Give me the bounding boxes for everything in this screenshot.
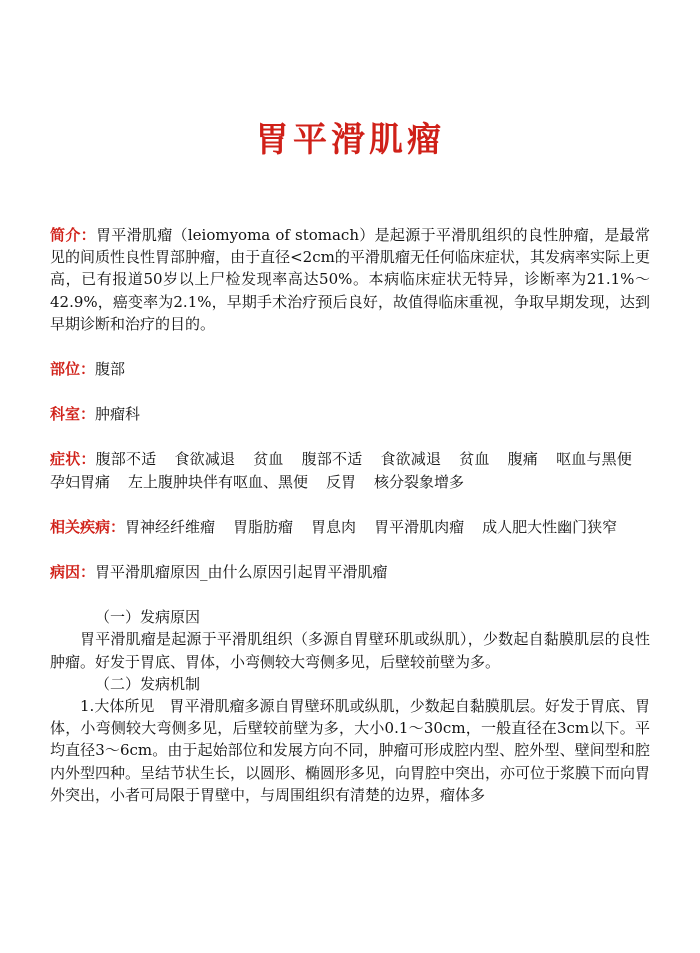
section-heading-cause: （一）发病原因: [95, 608, 201, 627]
location-value: 腹部: [95, 360, 126, 379]
body-paragraph-mechanism: 1.大体所见 胃平滑肌瘤多源自胃壁环肌或纵肌，少数起自黏膜肌层。好发于胃底、胃体，小弯侧较大弯侧多见，后壁较前壁为多，大小0.1～30cm，一般直径在3cm以下。平均直径3～6cm。由于起始部位和发展方向不同，肿瘤可形成腔内型、腔外型、壁间型和腔内外型四种。呈结节状生长，以圆形、椭圆形多见，向胃腔中突出，亦可位于浆膜下而向胃外突出，小者可局限于胃壁中，与周围组织有清楚的边界，瘤体多: [50, 697, 651, 804]
symptom-item[interactable]: 贫血: [253, 450, 284, 469]
location-section: [50, 358, 650, 380]
related-disease-item[interactable]: 成人肥大性幽门狭窄: [482, 517, 618, 536]
symptom-item[interactable]: 腹部不适: [301, 450, 363, 469]
related-disease-item[interactable]: 胃脂肪瘤: [233, 517, 294, 536]
symptom-item[interactable]: 呕血与黑便: [556, 450, 632, 469]
cause-label: 病因：: [50, 563, 96, 582]
related-disease-item[interactable]: 胃神经纤维瘤: [125, 517, 216, 536]
related-disease-item[interactable]: 胃平滑肌肉瘤: [374, 517, 465, 536]
related-disease-item[interactable]: 胃息肉: [311, 517, 357, 536]
location-label: 部位：: [50, 360, 96, 379]
page-title: 胃平滑肌瘤: [255, 120, 445, 160]
document-content: [50, 224, 650, 806]
symptom-item[interactable]: 左上腹肿块伴有呕血、黑便: [128, 472, 309, 491]
cause-body: [50, 606, 650, 806]
symptom-item[interactable]: 食欲减退: [380, 450, 442, 469]
intro-section: [50, 224, 650, 335]
cause-link[interactable]: 胃平滑肌瘤原因_由什么原因引起胃平滑肌瘤: [95, 563, 388, 582]
symptom-item[interactable]: 反胃: [326, 472, 357, 491]
symptom-item[interactable]: 腹部不适: [95, 450, 157, 469]
symptoms-section: [50, 448, 650, 492]
symptom-item[interactable]: 核分裂象增多: [374, 472, 465, 491]
department-label: 科室：: [50, 405, 96, 424]
department-value: 肿瘤科: [95, 405, 141, 424]
intro-label: 简介：: [50, 226, 96, 244]
related-diseases-section: [50, 516, 650, 538]
body-paragraph-cause: 胃平滑肌瘤是起源于平滑肌组织（多源自胃壁环肌或纵肌），少数起自黏膜肌层的良性肿瘤。好发于胃底、胃体，小弯侧较大弯侧多见，后壁较前壁为多。: [50, 630, 650, 671]
department-section: [50, 403, 650, 425]
related-diseases-label: 相关疾病：: [50, 517, 126, 536]
cause-section: [50, 561, 650, 583]
symptom-item[interactable]: 食欲减退: [174, 450, 236, 469]
section-heading-mechanism: （二）发病机制: [95, 674, 201, 693]
symptom-item[interactable]: 孕妇胃痛: [50, 472, 111, 491]
symptom-item[interactable]: 腹痛: [507, 450, 539, 469]
symptom-item[interactable]: 贫血: [459, 450, 490, 469]
intro-text: 胃平滑肌瘤（leiomyoma of stomach）是起源于平滑肌组织的良性肿瘤，是最常见的间质性良性胃部肿瘤，由于直径<2cm的平滑肌瘤无任何临床症状，其发病率实际上更高，已有报道50岁以上尸检发现率高达50%。本病临床症状无特异，诊断率为21.1%～42.9%，癌变率为2.1%，早期手术治疗预后良好，故值得临床重视，争取早期发现，达到早期诊断和治疗的目的。: [50, 226, 650, 333]
symptoms-label: 症状：: [50, 450, 96, 469]
